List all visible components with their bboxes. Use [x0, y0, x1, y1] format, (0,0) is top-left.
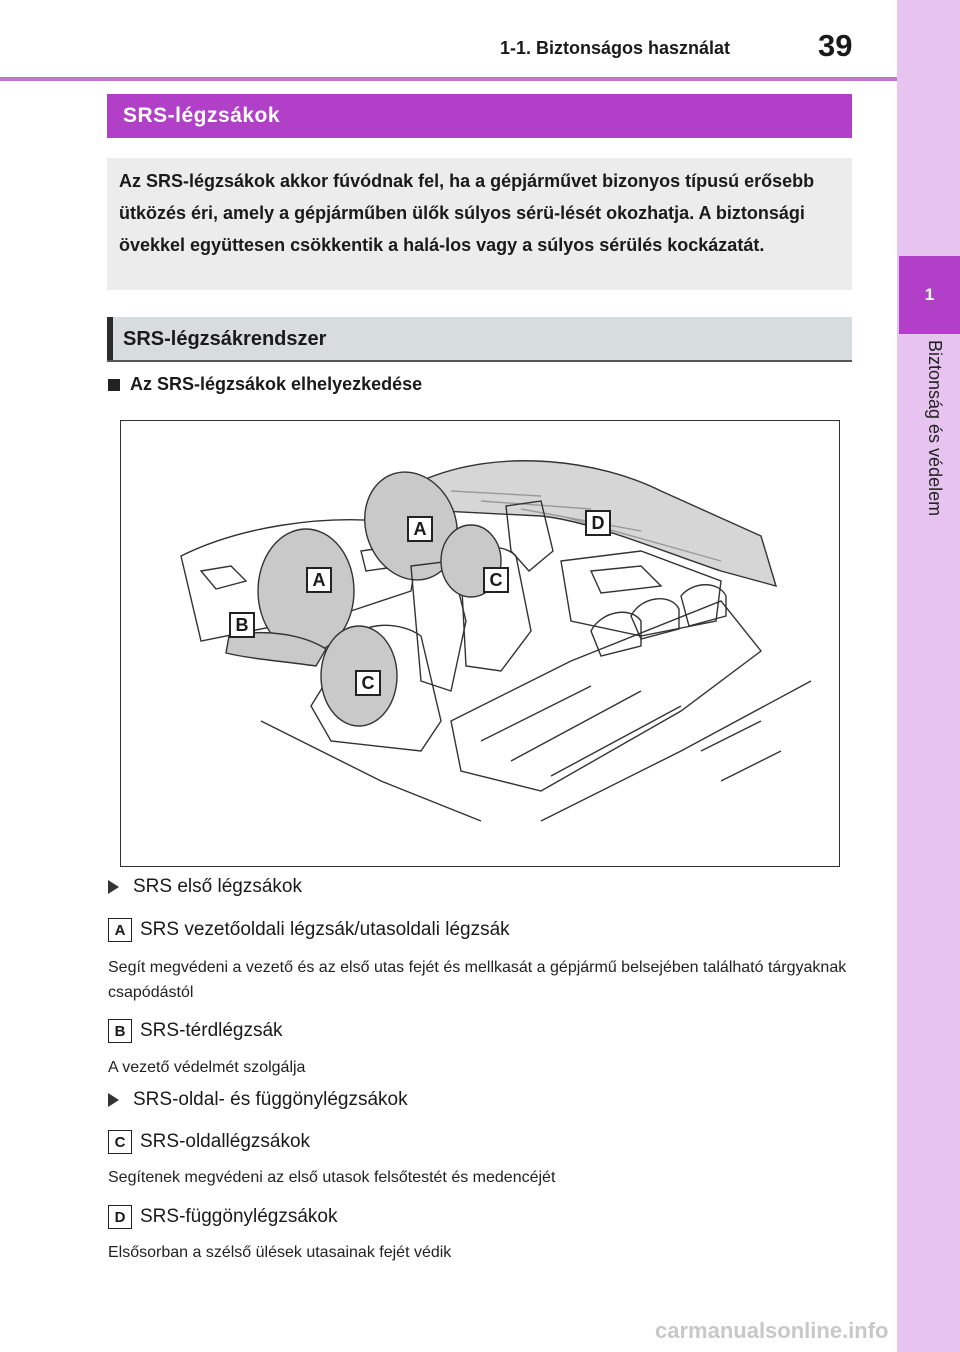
item-b: [108, 1019, 283, 1043]
callout-a-passenger: A: [407, 516, 433, 542]
airbag-location-figure: [120, 420, 840, 867]
item-description: A vezető védelmét szolgálja: [108, 1059, 306, 1076]
bullet-heading-text: Az SRS-légzsákok elhelyezkedése: [130, 374, 423, 394]
letter-badge: C: [108, 1130, 132, 1154]
square-bullet-icon: [108, 379, 120, 391]
section-title: SRS-légzsákok: [107, 94, 852, 138]
callout-c-driver-side: C: [355, 670, 381, 696]
item-a: [108, 918, 510, 942]
item-label: SRS-oldallégzsákok: [140, 1131, 311, 1152]
subsection-title: SRS-légzsákrendszer: [107, 317, 852, 361]
item-label: SRS vezetőoldali légzsák/utasoldali légzsák: [140, 919, 510, 940]
group-title-text: SRS-oldal- és függönylégzsákok: [133, 1089, 408, 1110]
running-header-title: 1-1. Biztonságos használat: [500, 38, 731, 58]
intro-paragraph: Az SRS-légzsákok akkor fúvódnak fel, ha a gépjárművet bizonyos típusú erősebb ütközés éri, amely a gépjárműben ülők súlyos sérü-lését okozhatja. A biztonsági övekkel együttesen csökkentik a halá-los vagy a súlyos sérülés kockázatát.: [107, 158, 852, 290]
chapter-title: Biztonság és védelem: [925, 340, 945, 517]
letter-badge: D: [108, 1205, 132, 1229]
subsection-rule: [107, 360, 852, 362]
callout-d-curtain: D: [585, 510, 611, 536]
item-label: SRS-függönylégzsákok: [140, 1206, 338, 1227]
callout-a-driver: A: [306, 567, 332, 593]
item-d: [108, 1205, 338, 1229]
item-c: [108, 1130, 310, 1154]
group-title-front-airbags: [108, 876, 302, 898]
bullet-heading: [108, 374, 422, 395]
page-number: 39: [818, 28, 853, 63]
group-title-text: SRS első légzsákok: [133, 876, 302, 897]
chapter-number: 1: [899, 256, 960, 334]
group-title-side-curtain-airbags: [108, 1089, 408, 1111]
letter-badge: A: [108, 918, 132, 942]
callout-c-passenger-side: C: [483, 567, 509, 593]
letter-badge: B: [108, 1019, 132, 1043]
item-label: SRS-térdlégzsák: [140, 1020, 283, 1041]
car-interior-illustration: [121, 421, 841, 868]
callout-b-knee: B: [229, 612, 255, 638]
item-description: Segítenek megvédeni az első utasok felsőtestét és medencéjét: [108, 1169, 556, 1186]
arrow-bullet-icon: [108, 880, 119, 894]
watermark: carmanualsonline.info: [655, 1318, 889, 1343]
item-description: Segít megvédeni a vezető és az első utas fejét és mellkasát a gépjármű belsejében található tárgyaknak csapódástól: [108, 959, 847, 1001]
item-description: Elsősorban a szélső ülések utasainak fejét védik: [108, 1244, 452, 1261]
header-rule: [0, 77, 897, 81]
chapter-side-tab: [897, 0, 960, 1352]
arrow-bullet-icon: [108, 1093, 119, 1107]
